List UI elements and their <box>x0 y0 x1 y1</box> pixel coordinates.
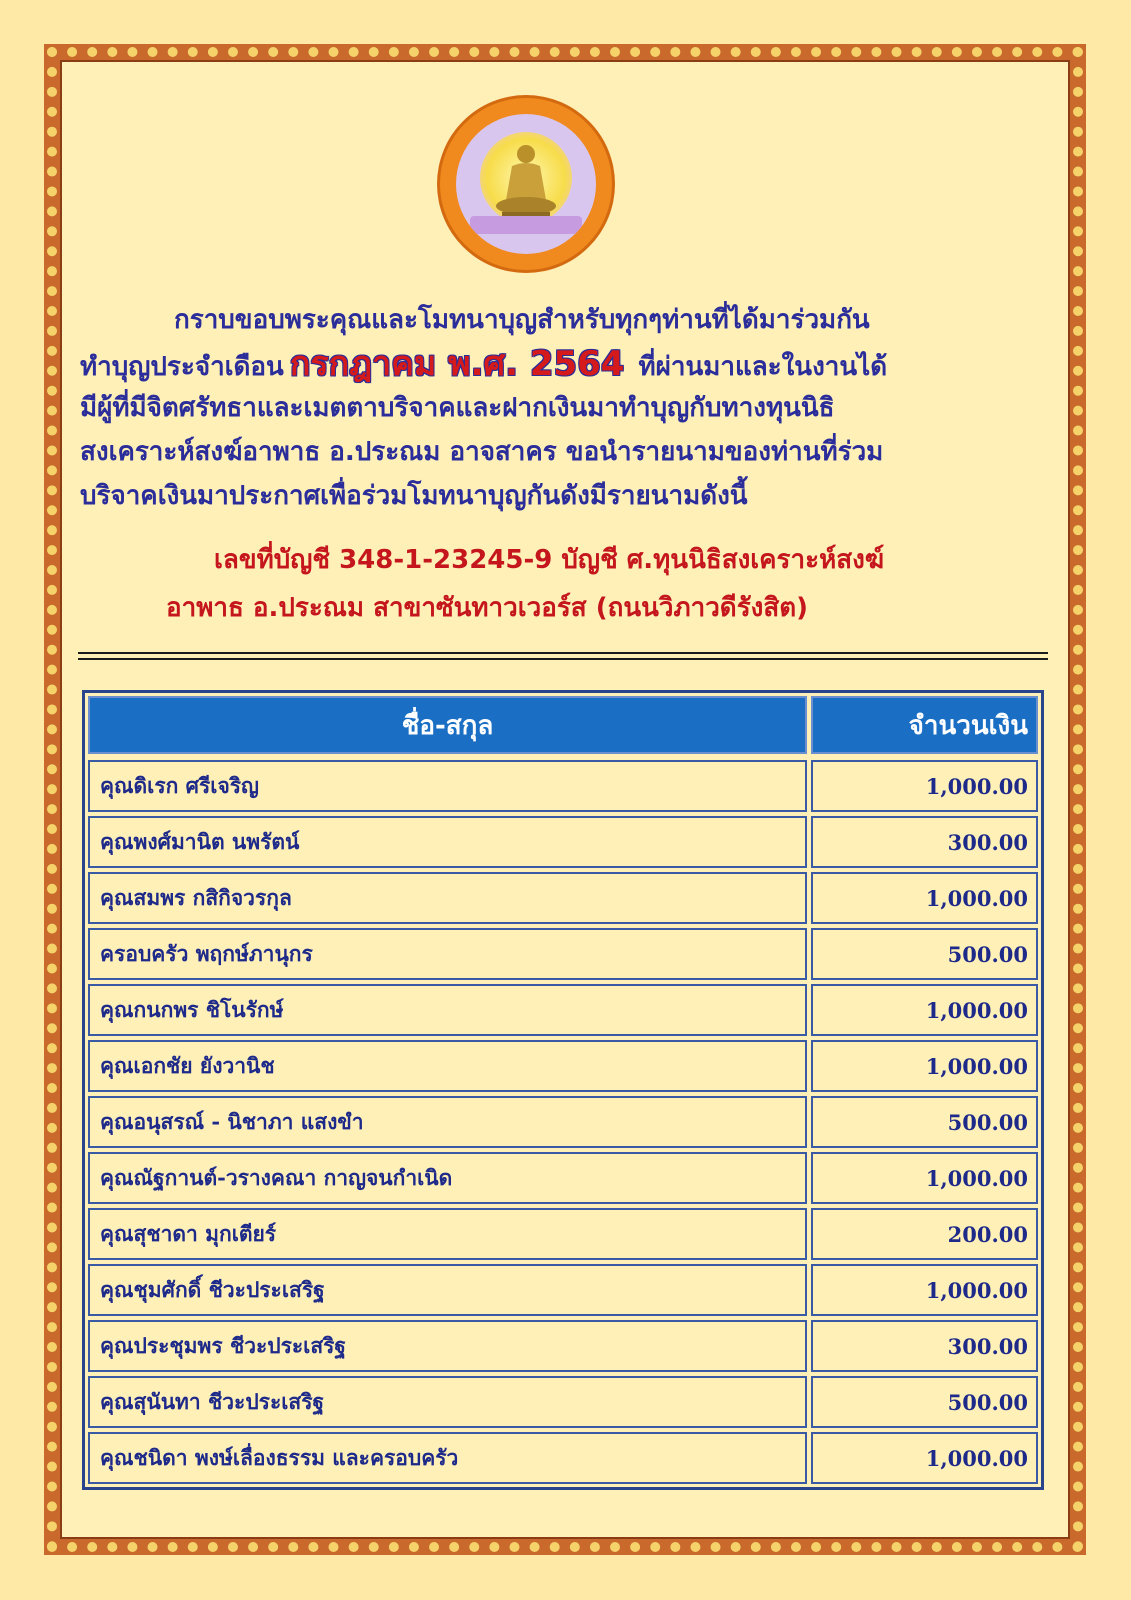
table-row <box>88 1320 1038 1372</box>
donor-name: ครอบครัว พฤกษ์ภานุกร <box>88 928 807 980</box>
intro-line-1: กราบขอบพระคุณและโมทนาบุญสำหรับทุกๆท่านที่ได้มาร่วมกัน <box>174 305 870 335</box>
table-row <box>88 872 1038 924</box>
page-frame <box>44 44 1086 1555</box>
table-row <box>88 1208 1038 1260</box>
donation-amount: 500.00 <box>811 1096 1038 1148</box>
table-row <box>88 1040 1038 1092</box>
donor-name: คุณเอกชัย ยังวานิช <box>88 1040 807 1092</box>
account-line-1: เลขที่บัญชี 348-1-23245-9 บัญชี ศ.ทุนนิธิสงเคราะห์สงฆ์ <box>214 545 885 575</box>
intro-line-5: บริจาคเงินมาประกาศเพื่อร่วมโมทนาบุญกันดังมีรายนามดังนี้ <box>80 481 748 511</box>
intro-line-2 <box>80 342 1070 386</box>
table-header-row <box>88 696 1038 754</box>
donation-amount: 1,000.00 <box>811 1040 1038 1092</box>
table-row <box>88 816 1038 868</box>
donor-name: คุณดิเรก ศรีเจริญ <box>88 760 807 812</box>
donor-name: คุณประชุมพร ชีวะประเสริฐ <box>88 1320 807 1372</box>
buddha-emblem-icon <box>456 114 596 254</box>
donor-name: คุณชุมศักดิ์ ชีวะประเสริฐ <box>88 1264 807 1316</box>
donor-name: คุณสมพร กสิกิจวรกุล <box>88 872 807 924</box>
donation-amount: 1,000.00 <box>811 984 1038 1036</box>
donation-amount: 300.00 <box>811 1320 1038 1372</box>
donor-name: คุณชนิดา พงษ์เลื่องธรรม และครอบครัว <box>88 1432 807 1484</box>
account-line-2: อาพาธ อ.ประณม สาขาซันทาวเวอร์ส (ถนนวิภาวดีรังสิต) <box>166 593 808 623</box>
intro-line-2-pre: ทำบุญประจำเดือน <box>80 352 284 382</box>
donation-amount: 1,000.00 <box>811 1432 1038 1484</box>
donation-amount: 300.00 <box>811 816 1038 868</box>
header-name: ชื่อ-สกุล <box>88 696 807 754</box>
table-row <box>88 1152 1038 1204</box>
intro-line-4: สงเคราะห์สงฆ์อาพาธ อ.ประณม อาจสาคร ขอนำรายนามของท่านที่ร่วม <box>80 437 884 467</box>
table-row <box>88 1432 1038 1484</box>
donation-amount: 1,000.00 <box>811 872 1038 924</box>
donor-name: คุณสุชาดา มุกเตียร์ <box>88 1208 807 1260</box>
intro-paragraph <box>80 298 1070 518</box>
divider <box>78 652 1048 660</box>
bank-account-info <box>80 536 1070 632</box>
month-highlight: กรกฎาคม พ.ศ. 2564 <box>289 344 625 384</box>
table-row <box>88 760 1038 812</box>
table-row <box>88 984 1038 1036</box>
table-row <box>88 1264 1038 1316</box>
donation-amount: 1,000.00 <box>811 1264 1038 1316</box>
table-row <box>88 928 1038 980</box>
table-row <box>88 1376 1038 1428</box>
donor-table <box>82 690 1044 1490</box>
donor-name: คุณกนกพร ชิโนรักษ์ <box>88 984 807 1036</box>
donation-amount: 500.00 <box>811 928 1038 980</box>
donation-amount: 1,000.00 <box>811 760 1038 812</box>
temple-logo <box>440 98 612 270</box>
donation-amount: 500.00 <box>811 1376 1038 1428</box>
donor-name: คุณอนุสรณ์ - นิชาภา แสงขำ <box>88 1096 807 1148</box>
donation-amount: 200.00 <box>811 1208 1038 1260</box>
intro-line-2-post: ที่ผ่านมาและในงานได้ <box>638 352 888 382</box>
header-amount: จำนวนเงิน <box>811 696 1038 754</box>
intro-line-3: มีผู้ที่มีจิตศรัทธาและเมตตาบริจาคและฝากเงินมาทำบุญกับทางทุนนิธิ <box>80 393 835 423</box>
donor-name: คุณณัฐกานต์-วรางคณา กาญจนกำเนิด <box>88 1152 807 1204</box>
donation-amount: 1,000.00 <box>811 1152 1038 1204</box>
donor-name: คุณสุนันทา ชีวะประเสริฐ <box>88 1376 807 1428</box>
table-row <box>88 1096 1038 1148</box>
donor-name: คุณพงศ์มานิต นพรัตน์ <box>88 816 807 868</box>
